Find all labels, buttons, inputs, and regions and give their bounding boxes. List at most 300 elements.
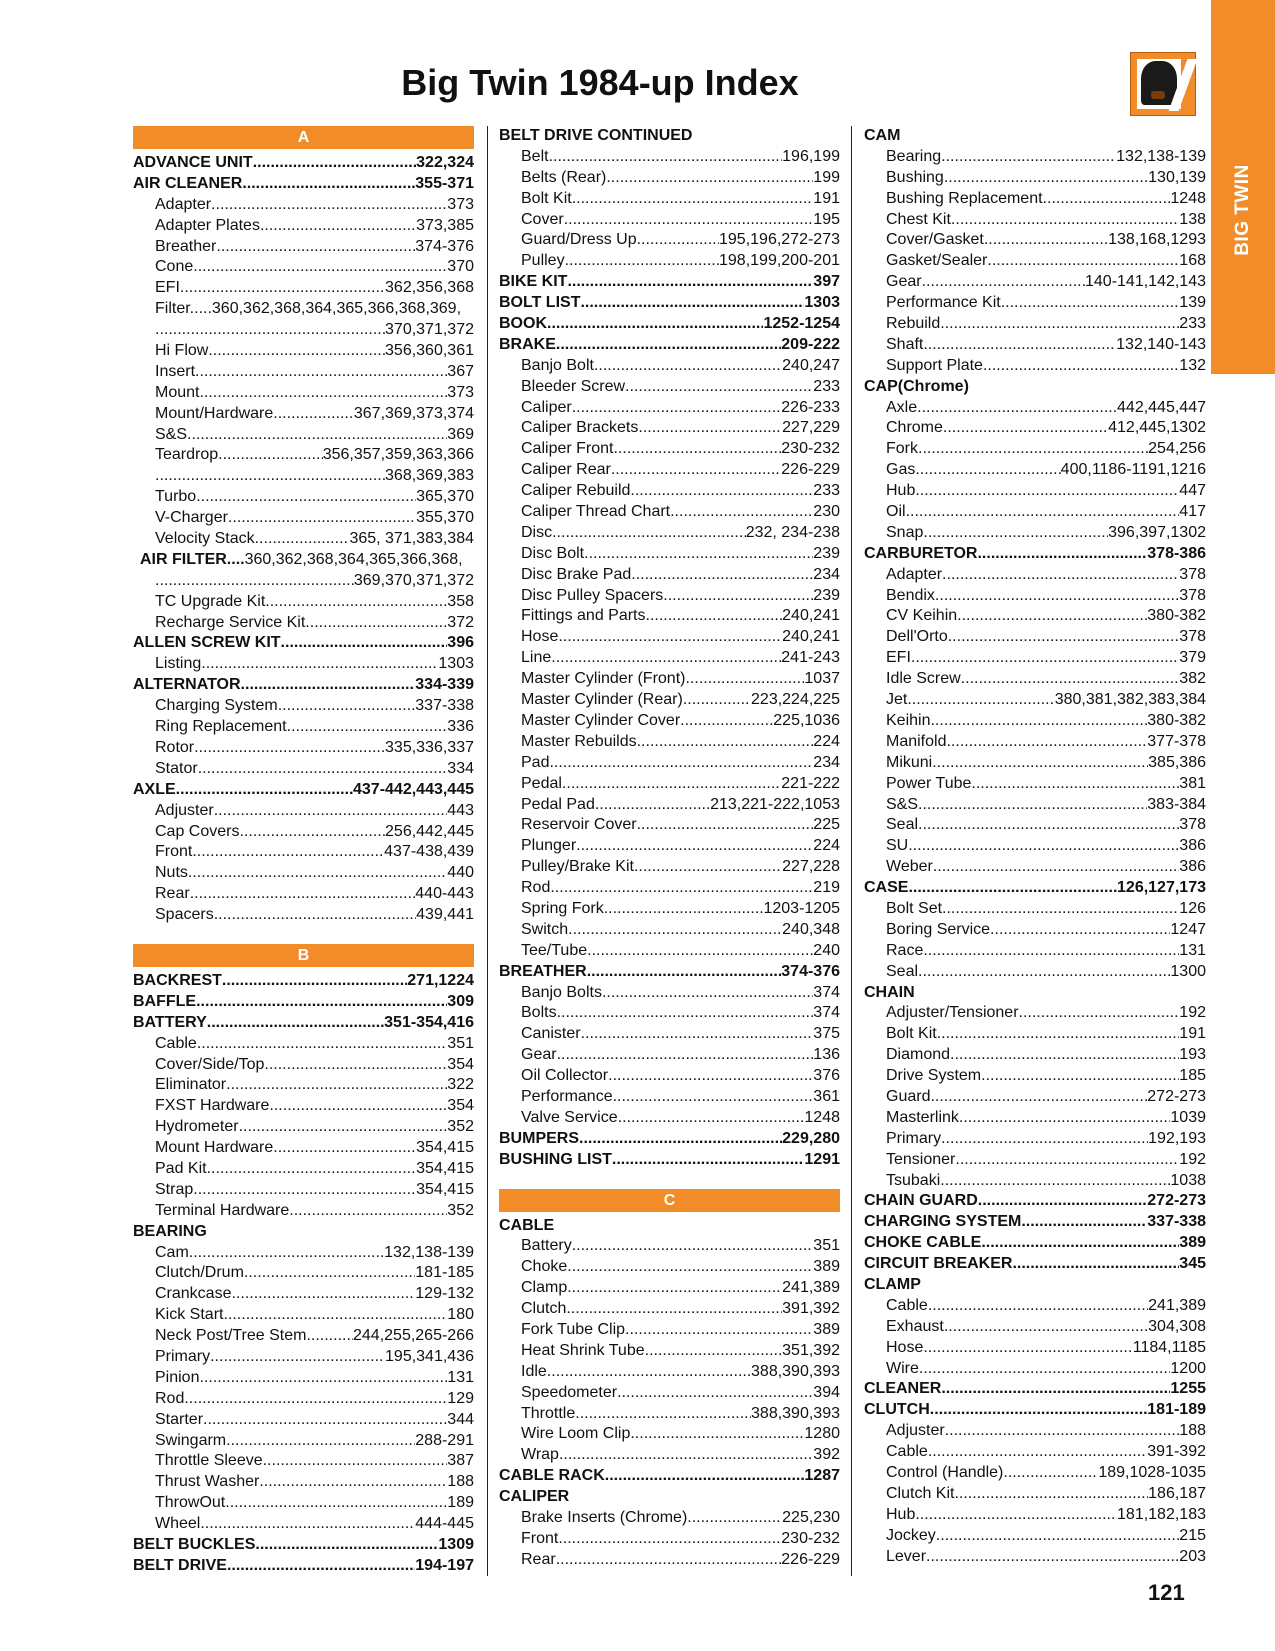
index-subentry	[499, 1362, 840, 1383]
dot-leader	[936, 1526, 1180, 1547]
dot-leader	[921, 1275, 1206, 1296]
dot-leader	[198, 759, 448, 780]
index-subentry	[133, 1180, 474, 1201]
entry-label: Canister	[521, 1025, 581, 1043]
index-subentry	[133, 445, 474, 466]
dot-leader	[957, 606, 1147, 627]
dot-leader	[634, 857, 782, 878]
index-subentry	[499, 1066, 840, 1087]
entry-pages: 199	[813, 168, 840, 186]
entry-pages: 362,356,368	[385, 279, 474, 297]
entry-label: CLUTCH	[864, 1401, 930, 1419]
dot-leader	[547, 314, 763, 335]
entry-label: Masterlink	[886, 1108, 959, 1126]
dot-leader	[613, 439, 781, 460]
dot-leader	[225, 1493, 447, 1514]
index-subentry	[864, 502, 1206, 523]
entry-label: Wire Loom Clip	[521, 1425, 631, 1443]
entry-label: BELT BUCKLES	[133, 1536, 256, 1553]
index-entry	[133, 1556, 474, 1577]
dot-leader	[945, 1421, 1180, 1442]
entry-label: Heat Shrink Tube	[521, 1341, 645, 1359]
entry-label: CLAMP	[864, 1275, 921, 1293]
index-subentry	[864, 293, 1206, 314]
dot-leader	[637, 230, 719, 251]
index-subentry	[864, 1338, 1206, 1359]
dot-leader	[923, 335, 1116, 356]
entry-label: Race	[886, 941, 924, 959]
entry-pages: 194-197	[415, 1556, 474, 1574]
entry-pages: 334-339	[415, 676, 474, 694]
dot-leader	[613, 1087, 814, 1108]
entry-label: Mount/Hardware	[155, 404, 274, 422]
index-subentry	[499, 230, 840, 251]
entry-label: Disc Brake Pad	[521, 565, 632, 583]
dot-leader	[932, 753, 1148, 774]
entry-pages: 233	[1179, 315, 1206, 333]
dot-leader	[242, 174, 415, 195]
dot-leader	[556, 1550, 782, 1571]
entry-label: TC Upgrade Kit	[155, 592, 266, 610]
entry-label: Throttle	[521, 1404, 576, 1422]
dot-leader	[572, 189, 814, 210]
entry-pages: 138,168,1293	[1108, 231, 1206, 249]
entry-pages: 417	[1179, 503, 1206, 521]
index-subentry	[133, 1451, 474, 1472]
entry-pages: 1039	[1170, 1108, 1206, 1126]
dot-leader	[255, 1535, 438, 1556]
entry-pages: 229,280	[782, 1129, 840, 1147]
entry-pages: 337-338	[415, 697, 474, 715]
index-subentry	[499, 1445, 840, 1466]
entry-pages: 385,386	[1148, 753, 1206, 771]
entry-pages: 354	[447, 1097, 474, 1115]
entry-label: AIR FILTER....	[140, 550, 245, 568]
index-subentry	[864, 962, 1206, 983]
entry-label: Caliper Brackets	[521, 419, 639, 437]
dot-leader	[211, 195, 447, 216]
dot-leader	[646, 606, 783, 627]
dot-leader	[241, 675, 416, 696]
dot-leader	[562, 774, 781, 795]
index-subentry	[864, 606, 1206, 627]
index-subentry	[864, 1150, 1206, 1171]
dot-leader	[199, 1368, 447, 1389]
entry-pages: 226-229	[781, 1550, 840, 1568]
entry-label: SU	[886, 837, 909, 855]
dot-leader	[638, 418, 782, 439]
dot-leader	[969, 377, 1206, 398]
entry-label: Tee/Tube	[521, 941, 588, 959]
index-subentry	[133, 1326, 474, 1347]
index-subentry	[499, 168, 840, 189]
index-subentry	[499, 606, 840, 627]
index-entry	[499, 293, 840, 314]
index-subentry	[864, 272, 1206, 293]
index-subentry	[864, 586, 1206, 607]
dot-leader	[630, 1424, 804, 1445]
entry-pages: 234	[813, 753, 840, 771]
entry-pages: 1203-1205	[763, 899, 840, 917]
entry-label: Rod	[155, 1389, 185, 1407]
entry-label: Caliper	[521, 398, 572, 416]
index-entry	[864, 1233, 1206, 1254]
index-entry	[499, 335, 840, 356]
index-subentry	[133, 654, 474, 675]
index-subentry	[499, 1087, 840, 1108]
entry-pages: 396,397,1302	[1108, 523, 1206, 541]
column-divider	[851, 126, 852, 1576]
entry-pages: 288-291	[415, 1431, 474, 1449]
dot-leader	[663, 586, 813, 607]
column-divider	[487, 126, 488, 1576]
index-entry	[864, 126, 1206, 147]
entry-label: Rear	[155, 885, 190, 903]
entry-label: BELT DRIVE CONTINUED	[499, 127, 693, 144]
entry-label: ALTERNATOR	[133, 676, 241, 694]
entry-pages: 322	[447, 1076, 474, 1094]
dot-leader	[940, 1171, 1170, 1192]
index-entry	[133, 550, 474, 571]
entry-pages: 355-371	[415, 174, 474, 192]
entry-label: Oil Collector	[521, 1067, 609, 1085]
entry-pages: 387	[447, 1452, 474, 1470]
dot-leader	[1001, 293, 1180, 314]
index-subentry	[133, 237, 474, 258]
entry-label: AXLE	[133, 780, 176, 798]
dot-leader	[575, 1404, 751, 1425]
entry-label: CALIPER	[499, 1488, 570, 1506]
entry-label: Performance	[521, 1087, 613, 1105]
index-subentry	[864, 1087, 1206, 1108]
index-subentry	[864, 1421, 1206, 1442]
index-column-1	[133, 126, 474, 1577]
dot-leader	[289, 1201, 447, 1222]
entry-label: Pedal	[521, 774, 562, 792]
entry-pages: 447	[1179, 482, 1206, 500]
entry-pages: 254,256	[1148, 440, 1206, 458]
entry-pages: 444-445	[415, 1515, 474, 1533]
index-subentry	[133, 1493, 474, 1514]
index-subentry	[133, 216, 474, 237]
entry-pages: 226-233	[781, 398, 840, 416]
side-tab-label: BIG TWIN	[1232, 164, 1254, 256]
entry-pages: 378	[1179, 586, 1206, 604]
dot-leader	[961, 669, 1180, 690]
entry-pages: 1303	[804, 294, 840, 312]
dot-leader	[937, 1024, 1180, 1045]
entry-label: Cam	[155, 1243, 189, 1261]
entry-pages: 241,389	[782, 1279, 840, 1297]
index-subentry	[499, 1424, 840, 1445]
entry-pages: 224	[813, 837, 840, 855]
dot-leader	[918, 815, 1179, 836]
index-subentry	[864, 147, 1206, 168]
dot-leader	[199, 383, 447, 404]
entry-label: CASE	[864, 879, 909, 897]
entry-label: Banjo Bolt	[521, 356, 594, 374]
index-subentry	[864, 857, 1206, 878]
entry-pages: 132	[1179, 356, 1206, 374]
index-subentry	[133, 1159, 474, 1180]
dot-leader	[188, 863, 447, 884]
entry-label: Control (Handle)	[886, 1464, 1004, 1481]
dot-leader	[605, 1466, 805, 1487]
entry-label: Rotor	[155, 738, 195, 756]
entry-label: ThrowOut	[155, 1494, 226, 1512]
entry-pages: 225,1036	[773, 711, 840, 729]
dot-leader	[617, 1383, 813, 1404]
dot-leader	[549, 753, 813, 774]
index-subentry	[864, 481, 1206, 502]
entry-pages: 351	[813, 1237, 840, 1255]
dot-leader	[625, 377, 813, 398]
entry-pages: 386	[1179, 858, 1206, 876]
index-subentry	[499, 732, 840, 753]
entry-pages: 1280	[804, 1425, 840, 1443]
index-subentry	[133, 592, 474, 613]
entry-pages: 239	[813, 586, 840, 604]
entry-label: Hydrometer	[155, 1118, 239, 1136]
index-subentry	[864, 1003, 1206, 1024]
index-subentry	[864, 210, 1206, 231]
dot-leader	[625, 1320, 813, 1341]
entry-pages: 367	[447, 362, 474, 380]
dot-leader	[239, 822, 385, 843]
entry-pages: 378	[1179, 628, 1206, 646]
dot-leader	[951, 210, 1179, 231]
entry-label: AIR CLEANER	[133, 174, 243, 192]
index-subentry	[133, 759, 474, 780]
index-subentry	[133, 1075, 474, 1096]
index-subentry	[133, 320, 474, 341]
entry-pages: 240,241	[782, 607, 840, 625]
index-subentry	[133, 801, 474, 822]
index-entry	[864, 1275, 1206, 1296]
dot-leader	[176, 780, 353, 801]
entry-pages: 374-376	[415, 237, 474, 255]
index-subentry	[864, 648, 1206, 669]
dot-leader	[1021, 1212, 1147, 1233]
index-subentry	[133, 1431, 474, 1452]
entry-pages: 241-243	[781, 649, 840, 667]
entry-label: CABLE RACK	[499, 1467, 605, 1485]
index-subentry	[864, 460, 1206, 481]
entry-label: Diamond	[886, 1046, 951, 1064]
index-subentry	[499, 1299, 840, 1320]
entry-label: Bushing Replacement	[886, 189, 1043, 207]
index-subentry	[133, 1410, 474, 1431]
entry-pages: 378	[1179, 816, 1206, 834]
entry-pages: 191	[1179, 1025, 1206, 1043]
index-subentry	[864, 565, 1206, 586]
entry-pages: 195,196,272-273	[719, 231, 840, 249]
index-subentry	[864, 774, 1206, 795]
entry-label: CHOKE CABLE	[864, 1234, 982, 1252]
index-subentry	[499, 1529, 840, 1550]
entry-label: Belt	[521, 147, 549, 165]
index-entry	[133, 1013, 474, 1034]
entry-label: Recharge Service Kit	[155, 613, 306, 631]
dot-leader	[193, 1180, 416, 1201]
index-entry	[133, 153, 474, 174]
dot-leader	[207, 1013, 384, 1034]
index-subentry	[133, 425, 474, 446]
entry-pages: 391-392	[1147, 1443, 1206, 1461]
entry-pages: 1184,1185	[1132, 1338, 1206, 1356]
entry-label: Bushing	[886, 168, 944, 186]
entry-pages: 440-443	[415, 885, 474, 903]
index-subentry	[864, 920, 1206, 941]
entry-label: BRAKE	[499, 335, 556, 353]
index-subentry	[864, 815, 1206, 836]
entry-label: V-Charger	[155, 509, 228, 527]
entry-label: CARBURETOR	[864, 544, 978, 562]
dot-leader	[273, 1138, 416, 1159]
entry-pages: 140-141,142,143	[1085, 273, 1206, 291]
dot-leader	[935, 586, 1179, 607]
entry-label: Clutch Kit	[886, 1484, 955, 1502]
entry-pages: 376	[813, 1067, 840, 1085]
dot-leader	[155, 571, 354, 592]
entry-pages: 378	[1179, 565, 1206, 583]
entry-pages: 389	[813, 1320, 840, 1338]
index-subentry	[864, 941, 1206, 962]
index-subentry	[864, 398, 1206, 419]
entry-label: Battery	[521, 1237, 572, 1255]
dot-leader	[983, 356, 1179, 377]
dot-leader	[566, 1299, 782, 1320]
entry-label: Cone	[155, 258, 194, 276]
index-subentry	[864, 1484, 1206, 1505]
entry-label: Starter	[155, 1410, 204, 1428]
entry-label: Strap	[155, 1180, 194, 1198]
entry-pages: 132,138-139	[1116, 147, 1206, 165]
entry-label: Clutch	[521, 1300, 567, 1318]
entry-pages: 309	[447, 992, 474, 1010]
index-subentry	[499, 711, 840, 732]
entry-label: Mount	[155, 383, 200, 401]
entry-pages: 373	[447, 383, 474, 401]
entry-pages: 437-442,443,445	[353, 780, 474, 798]
dot-leader	[214, 801, 448, 822]
entry-pages: 132,140-143	[1116, 335, 1206, 353]
dot-leader	[941, 1129, 1148, 1150]
entry-pages: 126	[1179, 899, 1206, 917]
dot-leader	[981, 1066, 1179, 1087]
entry-label: Jet	[886, 691, 908, 709]
entry-label: Line	[521, 649, 552, 667]
dot-leader	[941, 147, 1116, 168]
entry-pages: 168	[1179, 252, 1206, 270]
entry-pages: 352	[447, 1118, 474, 1136]
dot-leader	[195, 362, 447, 383]
dot-leader	[255, 529, 350, 550]
index-subentry	[864, 356, 1206, 377]
entry-pages: 372	[447, 613, 474, 631]
entry-label: BUMPERS	[499, 1129, 580, 1147]
index-subentry	[499, 878, 840, 899]
index-subentry	[499, 189, 840, 210]
index-subentry	[499, 627, 840, 648]
entry-pages: 244,255,265-266	[353, 1327, 474, 1345]
entry-pages: 392	[813, 1446, 840, 1464]
dot-leader	[281, 633, 448, 654]
dot-leader	[207, 1159, 417, 1180]
entry-pages: 219	[813, 879, 840, 897]
index-subentry	[133, 1201, 474, 1222]
entry-label: CHAIN GUARD	[864, 1192, 978, 1210]
entry-pages: 230-232	[781, 440, 840, 458]
index-subentry	[864, 1317, 1206, 1338]
entry-label: Terminal Hardware	[155, 1201, 290, 1219]
index-subentry	[864, 1129, 1206, 1150]
entry-label: Rod	[521, 879, 551, 897]
entry-pages: 389	[1179, 1234, 1206, 1252]
dot-leader	[564, 210, 814, 231]
entry-pages: 225	[813, 816, 840, 834]
index-subentry	[499, 1278, 840, 1299]
dot-leader	[917, 398, 1117, 419]
entry-pages: 351,392	[782, 1341, 840, 1359]
index-entry	[499, 1150, 840, 1171]
entry-pages: 337-338	[1147, 1213, 1206, 1231]
dot-leader	[567, 272, 813, 293]
index-entry	[499, 1129, 840, 1150]
entry-pages: 129	[447, 1389, 474, 1407]
entry-label: S&S	[886, 795, 919, 813]
entry-pages: 138	[1179, 210, 1206, 228]
entry-pages: 240	[813, 941, 840, 959]
dot-leader	[207, 1222, 474, 1243]
index-subentry	[133, 487, 474, 508]
index-subentry	[499, 1383, 840, 1404]
index-subentry	[133, 1284, 474, 1305]
index-subentry	[499, 941, 840, 962]
entry-label: CIRCUIT BREAKER	[864, 1255, 1013, 1273]
entry-label: Adjuster	[886, 1422, 945, 1440]
dot-leader	[193, 257, 447, 278]
dot-leader	[630, 481, 813, 502]
dot-leader	[1012, 1254, 1179, 1275]
dot-leader	[908, 878, 1117, 899]
entry-pages: 188	[447, 1473, 474, 1491]
entry-pages: 380-382	[1147, 607, 1206, 625]
dot-leader	[559, 1445, 813, 1466]
entry-pages: 193	[1179, 1046, 1206, 1064]
entry-label: Nuts	[155, 864, 188, 882]
index-subentry	[499, 1320, 840, 1341]
entry-label: Guard/Dress Up	[521, 231, 637, 249]
dot-leader	[190, 884, 416, 905]
entry-label: Bendix	[886, 586, 935, 604]
entry-pages: 439,441	[416, 906, 474, 924]
dot-leader	[981, 1233, 1179, 1254]
dot-leader	[554, 1216, 840, 1237]
entry-label: Throttle Sleeve	[155, 1452, 263, 1470]
entry-label: Disc Bolt	[521, 544, 585, 562]
entry-label: BEARING	[133, 1222, 207, 1240]
dot-leader	[946, 732, 1147, 753]
index-subentry	[864, 732, 1206, 753]
index-subentry	[133, 1138, 474, 1159]
dot-leader	[306, 1326, 353, 1347]
entry-pages: 1037	[804, 670, 840, 688]
dot-leader	[552, 523, 746, 544]
entry-label: Kick Start	[155, 1306, 224, 1324]
entry-pages: 1248	[1170, 189, 1206, 207]
entry-pages: 358	[447, 592, 474, 610]
